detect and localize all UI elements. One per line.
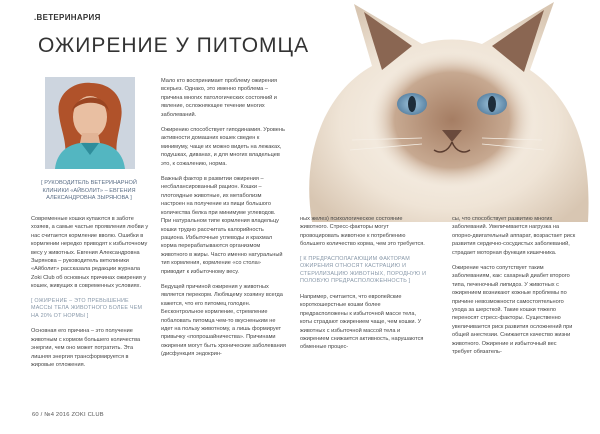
text-column-2 [161,77,286,366]
paragraph: сы, что способствует развитию многих заболеваний. Увеличивается нагрузка на опорно-двигательный аппарат, возрастает риск развития сердечно-сосудистых заболеваний, страдает моторная функция кишечника. [452,216,576,256]
section-label: .ВЕТЕРИНАРИЯ [34,13,101,22]
author-portrait-illustration [45,77,135,169]
page-footer: 60 / №4 2016 ZOKI CLUB [32,412,104,418]
paragraph: ных желез) психологическое состояние животного. Стресс-факторы могут провоцировать животное к потреблению большего количество корма, чем это требуется. [300,216,425,248]
portrait-caption: [ РУКОВОДИТЕЛЬ ВЕТЕРИНАРНОЙ КЛИНИКИ «АЙБОЛИТ» – ЕВГЕНИЯ АЛЕКСАНДРОВНА ЗЫРЯНОВА ] [41,180,137,201]
paragraph: Современные кошки купаются в заботе хозяев, а самые частые проявления любви у нас считается кормление вволю. Ошибки в кормлении нередко приводят к избыточному весу у животных. Евгения Александровна Зырянова – руководитель ветклиники «Айболит» рассказала редакции журнала Zoki Club об основных причинах ожирения у кошек, живущих в современных условиях. [31,216,149,290]
paragraph: Ведущей причиной ожирения у животных является перекорм. Любящему хозяину всегда кажется, что его питомец голоден. Бесконтрольное кормление, стремление побаловать питомца чем-то вкусненьким не идет на пользу животному, а лишь формирует привычку «попрошайничества». Причинами ожирения могут быть хронические заболевания (дисфункция эндокрин- [161,283,286,358]
article-title: ОЖИРЕНИЕ У ПИТОМЦА [38,34,310,57]
paragraph: Основная его причина – это получение животным с кормом большего количества энергии, чем оно может потратить. Эта лишняя энергия трансформируется в жировые отложения. [31,328,141,369]
pull-quote: [ ОЖИРЕНИЕ – ЭТО ПРЕВЫШЕНИЕ МАССЫ ТЕЛА ЖИВОТНОГО БОЛЕЕ ЧЕМ НА 20% ОТ НОРМЫ ] [31,297,143,319]
cat-illustration [292,0,600,222]
text-column-3 [300,215,428,359]
cat-photo [292,0,600,222]
pull-quote: [ К ПРЕДРАСПОЛАГАЮЩИМ ФАКТОРАМ ОЖИРЕНИЯ ОТНОСЯТ КАСТРАЦИЮ И СТЕРИЛИЗАЦИЮ ЖИВОТНЫХ, ПОРОДНУЮ И ПОЛОВУЮ ПРЕДРАСПОЛОЖЕННОСТЬ ] [300,255,427,285]
text-column-1 [31,215,149,376]
author-portrait [45,77,135,169]
paragraph: Мало кто воспринимает проблему ожирения всерьез. Однако, это именно проблема – причина многих патологических состояний и явление, осложняющее течение многих заболеваний. [161,78,278,118]
text-column-4 [452,215,576,364]
paragraph: Важный фактор в развитии ожирения – несбалансированный рацион. Кошки – плотоядные животные, их метаболизм настроен на получение из пищи большого количества белка при минимуме углеводов. При натуральном типе кормления владельцу кошки трудно рассчитать калорийность рациона. Избыточные углеводы и крахмал корма перерабатываются организмом животного в жиры. Часто именно натуральный тип кормления, кормление «со стола» приводит к избыточному весу. [161,176,283,275]
paragraph: Ожирение часто сопутствует таким заболеваниям, как: сахарный диабет второго типа, печеночный липидоз. У животных с ожирением возникают кожные проблемы по причине невозможности самостоятельного ухода за шерсткой. Такие кошки тяжело переносят стресс-факторы. Существенно увеличивается риск развития осложнений при общей анестезии. Снижается качество жизни животного. Ожирение и избыточный вес требует обязатель- [452,265,573,356]
paragraph: Ожирению способствует гиподинамия. Уровень активности домашних кошек сведен к минимуму, чаще их можно видеть на лежаках, подушках, диванах, и для многих владельцев это, к сожалению, норма. [161,127,285,167]
paragraph: Например, считается, что европейские короткошерстные кошки более предрасположены к избыточной массе тела, коты страдают ожирением чаще, чем кошки. У животных с избыточной массой тела и ожирением снижается активность, нарушаются обменные процес- [300,294,424,351]
